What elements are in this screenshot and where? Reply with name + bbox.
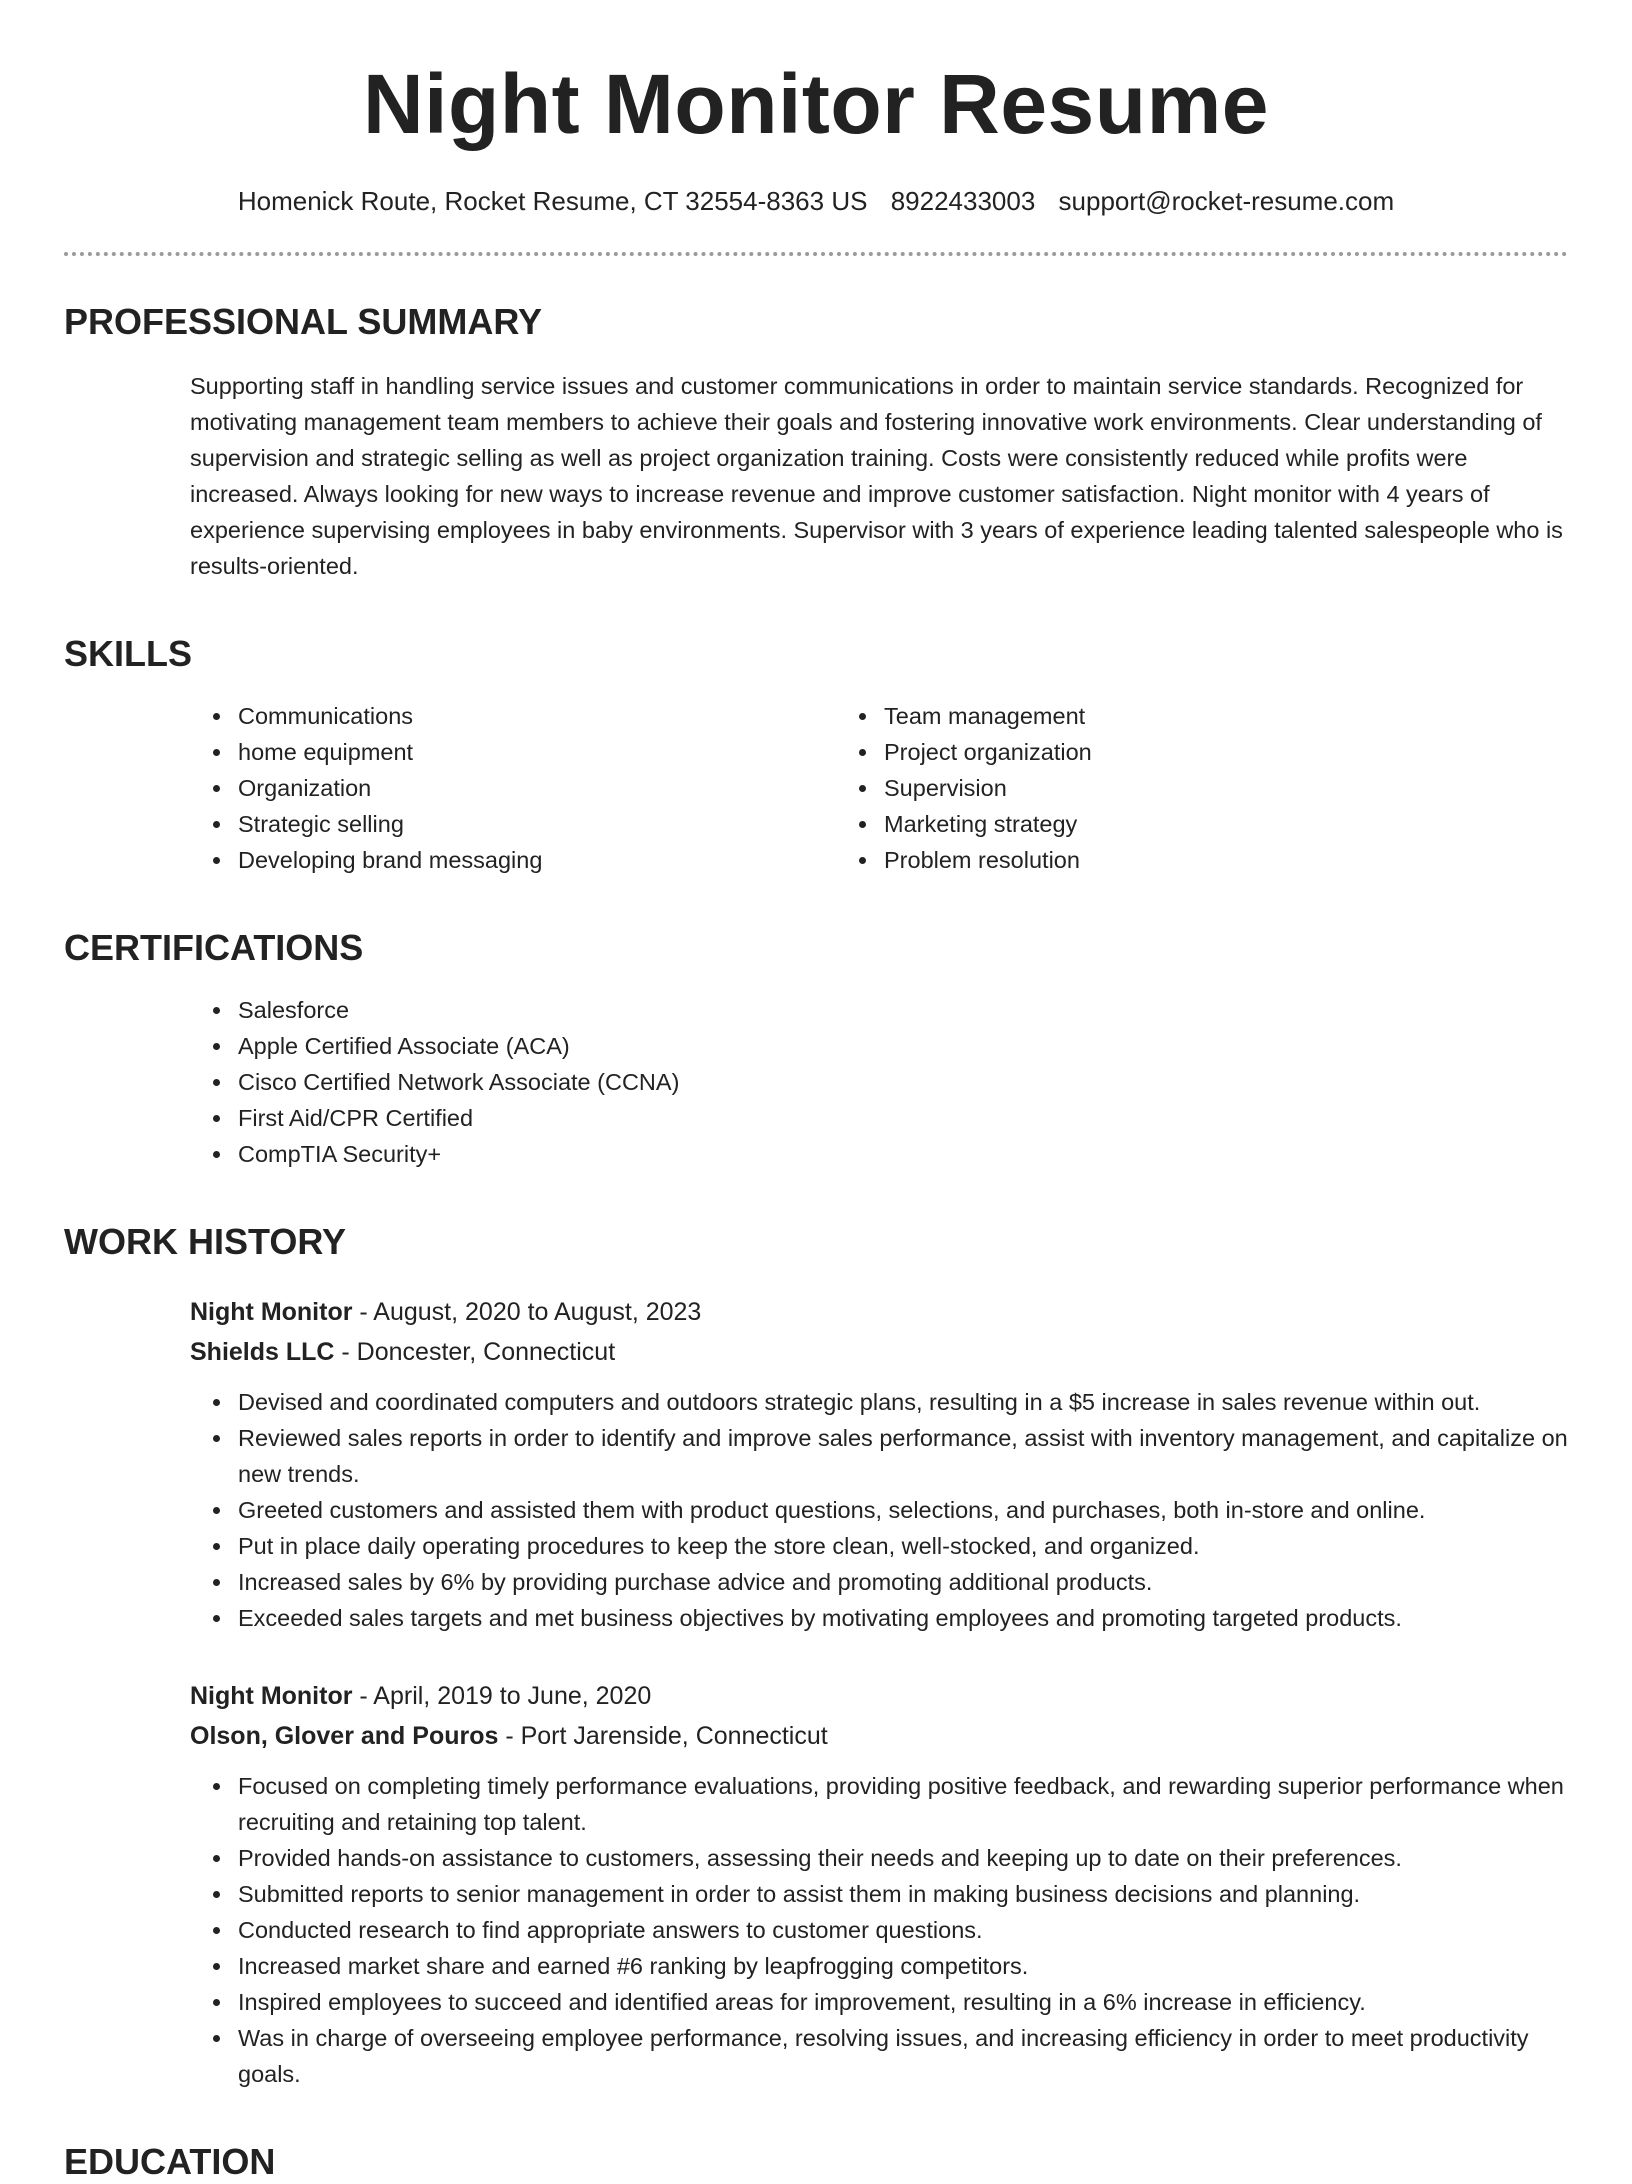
job-entry bbox=[64, 1292, 1568, 1636]
job-bullet: • Increased market share and earned #6 ranking by leapfrogging competitors. bbox=[234, 1948, 1568, 1984]
contact-email: support@rocket-resume.com bbox=[1058, 186, 1395, 216]
certification-item: • Apple Certified Associate (ACA) bbox=[234, 1028, 1568, 1064]
job-bullet: • Put in place daily operating procedures to keep the store clean, well-stocked, and organized. bbox=[234, 1528, 1568, 1564]
skill-item: • Problem resolution bbox=[880, 842, 1568, 878]
job-bullet: • Submitted reports to senior management in order to assist them in making business decisions and planning. bbox=[234, 1876, 1568, 1912]
education-section bbox=[64, 2140, 1568, 2184]
resume-title: Night Monitor Resume bbox=[363, 57, 1269, 151]
job-role-line bbox=[64, 1676, 1568, 1716]
work-history-heading: WORK HISTORY bbox=[64, 1221, 347, 1262]
job-company-line bbox=[64, 1332, 1568, 1372]
skill-item: • home equipment bbox=[234, 734, 816, 770]
resume-header bbox=[64, 0, 1568, 218]
job-bullet: • Greeted customers and assisted them with product questions, selections, and purchases, both in-store and online. bbox=[234, 1492, 1568, 1528]
skills-column-1 bbox=[64, 698, 816, 878]
education-heading: EDUCATION bbox=[64, 2141, 276, 2182]
skill-item: • Strategic selling bbox=[234, 806, 816, 842]
job-bullet: • Reviewed sales reports in order to identify and improve sales performance, assist with inventory management, and capitalize on new trends. bbox=[234, 1420, 1568, 1492]
summary-text: Supporting staff in handling service issues and customer communications in order to maintain service standards. Recognized for motivating management team members to achieve their goals and fostering innovative work environments. Clear understanding of supervision and strategic selling as well as project organization training. Costs were consistently reduced while profits were increased. Always looking for new ways to increase revenue and improve customer satisfaction. Night monitor with 4 years of experience supervising employees in baby environments. Supervisor with 3 years of experience leading talented salespeople who is results-oriented. bbox=[190, 373, 1563, 579]
summary-heading: PROFESSIONAL SUMMARY bbox=[64, 301, 543, 342]
job-bullet: • Exceeded sales targets and met business objectives by motivating employees and promoting targeted products. bbox=[234, 1600, 1568, 1636]
job-role: Night Monitor bbox=[190, 1298, 353, 1326]
contact-address: Homenick Route, Rocket Resume, CT 32554-8363 US bbox=[237, 186, 868, 216]
job-company-line bbox=[64, 1716, 1568, 1756]
certifications-heading: CERTIFICATIONS bbox=[64, 927, 364, 968]
skill-item: • Marketing strategy bbox=[880, 806, 1568, 842]
job-bullet: • Inspired employees to succeed and identified areas for improvement, resulting in a 6% increase in efficiency. bbox=[234, 1984, 1568, 2020]
certifications-list bbox=[64, 992, 1568, 1172]
job-bullets bbox=[64, 1384, 1568, 1636]
certification-item: • Cisco Certified Network Associate (CCNA) bbox=[234, 1064, 1568, 1100]
job-dates: - April, 2019 to June, 2020 bbox=[352, 1682, 652, 1710]
certification-item: • Salesforce bbox=[234, 992, 1568, 1028]
certification-item: • First Aid/CPR Certified bbox=[234, 1100, 1568, 1136]
certifications-section bbox=[64, 926, 1568, 1172]
summary-section bbox=[64, 300, 1568, 584]
skills-grid bbox=[64, 698, 1568, 878]
job-bullet: • Devised and coordinated computers and outdoors strategic plans, resulting in a $5 increase in sales revenue within out. bbox=[234, 1384, 1568, 1420]
job-role-line bbox=[64, 1292, 1568, 1332]
skill-item: • Project organization bbox=[880, 734, 1568, 770]
job-bullets bbox=[64, 1768, 1568, 2092]
certification-item: • CompTIA Security+ bbox=[234, 1136, 1568, 1172]
job-bullet: • Conducted research to find appropriate answers to customer questions. bbox=[234, 1912, 1568, 1948]
job-entry bbox=[64, 1676, 1568, 2092]
skill-item: • Supervision bbox=[880, 770, 1568, 806]
skill-item: • Developing brand messaging bbox=[234, 842, 816, 878]
header-divider bbox=[64, 252, 1568, 256]
job-company: Shields LLC bbox=[190, 1338, 335, 1366]
job-bullet: • Focused on completing timely performance evaluations, providing positive feedback, and rewarding superior performance when recruiting and retaining top talent. bbox=[234, 1768, 1568, 1840]
skill-item: • Communications bbox=[234, 698, 816, 734]
job-bullet: • Provided hands-on assistance to customers, assessing their needs and keeping up to date on their preferences. bbox=[234, 1840, 1568, 1876]
skills-heading: SKILLS bbox=[64, 633, 193, 674]
job-location: - Doncester, Connecticut bbox=[334, 1338, 616, 1366]
job-dates: - August, 2020 to August, 2023 bbox=[352, 1298, 702, 1326]
contact-phone: 8922433003 bbox=[890, 186, 1036, 216]
job-role: Night Monitor bbox=[190, 1682, 353, 1710]
work-history-section bbox=[64, 1220, 1568, 2092]
job-location: - Port Jarenside, Connecticut bbox=[498, 1722, 828, 1750]
skills-column-2 bbox=[816, 698, 1568, 878]
job-bullet: • Was in charge of overseeing employee performance, resolving issues, and increasing efficiency in order to meet productivity goals. bbox=[234, 2020, 1568, 2092]
job-company: Olson, Glover and Pouros bbox=[190, 1722, 499, 1750]
skills-section bbox=[64, 632, 1568, 878]
job-bullet: • Increased sales by 6% by providing purchase advice and promoting additional products. bbox=[234, 1564, 1568, 1600]
skill-item: • Team management bbox=[880, 698, 1568, 734]
skill-item: • Organization bbox=[234, 770, 816, 806]
contact-line bbox=[64, 184, 1568, 218]
